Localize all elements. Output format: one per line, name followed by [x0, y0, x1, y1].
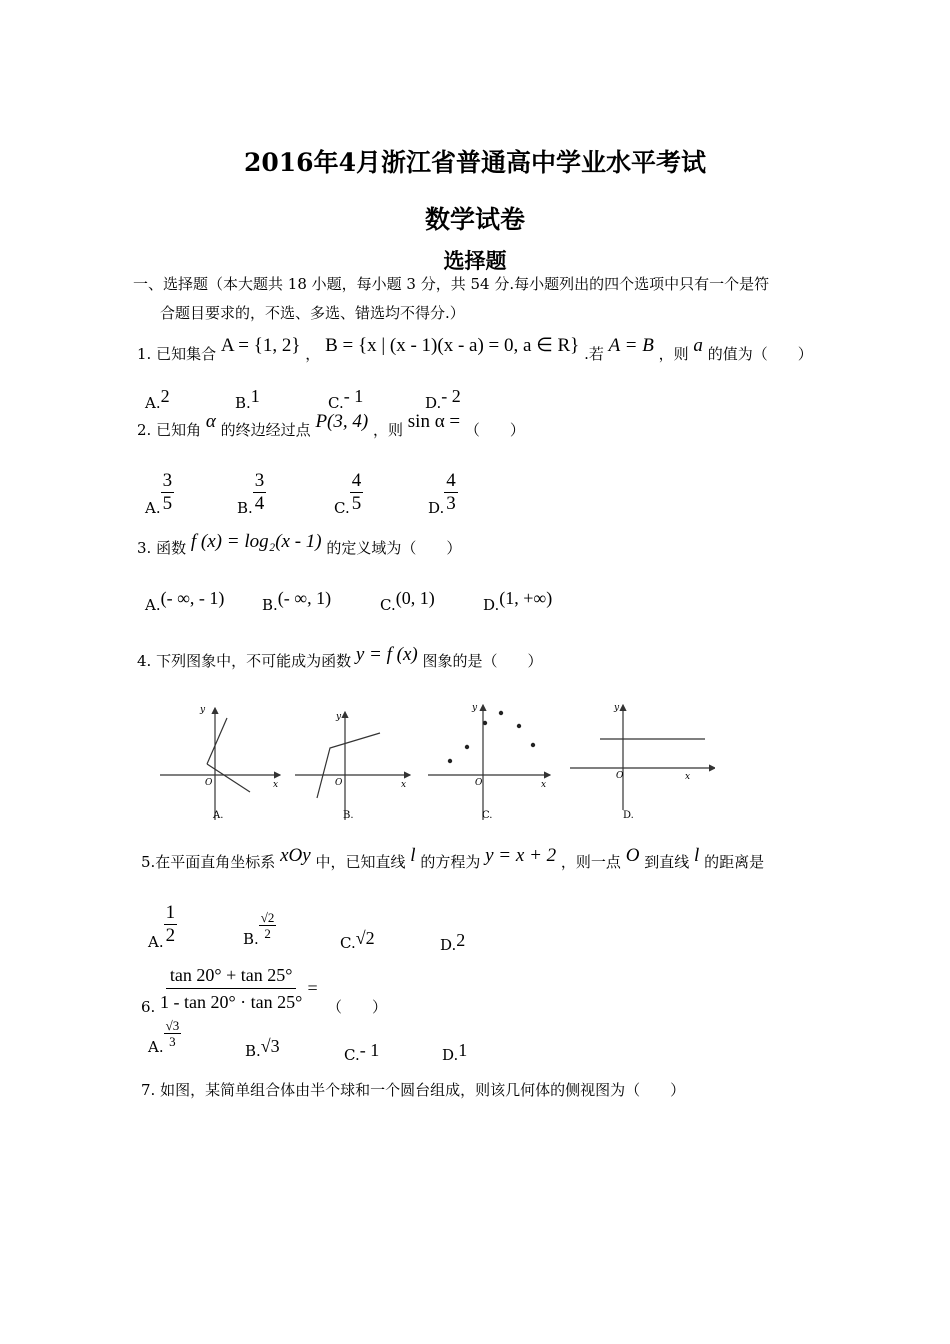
- q5-option-a: A. $\frac{1}{2}$: [148, 902, 176, 951]
- graph-a: [160, 708, 280, 820]
- q5-mid4: 到直线: [644, 853, 690, 871]
- q2-option-a: A. $\frac{3}{5}$: [145, 470, 173, 517]
- q5-suffix: 的距离是: [704, 853, 765, 871]
- q1-condition: A = B: [608, 335, 654, 356]
- q5-equation: y = x + 2: [485, 845, 557, 866]
- question-3: [137, 531, 462, 557]
- q2-option-d: D. $\frac{4}{3}$: [428, 470, 456, 517]
- q2-expr: sin α =: [407, 411, 461, 432]
- graph-b-label: B.: [343, 810, 354, 821]
- question-4: [137, 644, 543, 670]
- q1-option-c: C.- 1: [328, 386, 364, 412]
- graph-d: [570, 705, 715, 810]
- q1-mid: .若: [584, 345, 604, 363]
- q6-option-a: A. $\frac{√3}{3}$: [148, 1018, 180, 1056]
- graph-b-origin: O: [335, 778, 343, 788]
- q1-prefix: 1. 已知集合: [137, 345, 217, 363]
- q1-set-a: A = {1, 2}: [220, 335, 301, 356]
- graph-a-x-label: x: [273, 780, 279, 790]
- q1-set-b: B = {x | (x - 1)(x - a) = 0, a ∈ R}: [325, 335, 580, 356]
- q1-option-d: D.- 2: [425, 386, 461, 412]
- q2-suffix: （ ）: [464, 421, 525, 439]
- graph-a-origin: O: [205, 778, 213, 788]
- q1-sep: ，: [305, 345, 321, 363]
- q2-option-c: C. $\frac{4}{5}$: [334, 470, 362, 517]
- q4-prefix: 4. 下列图象中，不可能成为函数: [137, 652, 352, 670]
- q6-prefix: 6.: [141, 998, 156, 1016]
- q3-option-a: A.(- ∞, - 1): [145, 588, 225, 614]
- q4-func: y = f (x): [355, 644, 418, 665]
- section-heading: 选择题: [443, 248, 507, 273]
- q6-option-c: C.- 1: [344, 1040, 380, 1064]
- q6-option-b: B.√3: [245, 1036, 280, 1060]
- graph-b-y-label: y: [336, 712, 342, 722]
- q2-mid2: ，则: [372, 421, 403, 439]
- page-subtitle: 数学试卷: [424, 205, 525, 234]
- q6-equals: =: [307, 978, 318, 998]
- q1-var: a: [693, 335, 703, 356]
- question-1: [137, 335, 813, 363]
- q5-option-d: D.2: [440, 930, 466, 954]
- question-2: [137, 411, 525, 439]
- q2-var: α: [205, 411, 216, 432]
- q6-numerator: tan 20° + tan 25°: [166, 962, 297, 989]
- q6-suffix: （ ）: [327, 998, 388, 1016]
- question-7: 7. 如图，某简单组合体由半个球和一个圆台组成，则该几何体的侧视图为（ ）: [141, 1081, 686, 1099]
- graph-c-origin: O: [475, 778, 483, 788]
- graph-d-label: D.: [623, 810, 634, 821]
- instructions-line-2: 合题目要求的，不选、多选、错选均不得分.）: [160, 304, 465, 322]
- graph-c: [428, 705, 550, 820]
- q5-mid: 中，已知直线: [315, 853, 406, 871]
- graph-c-label: C.: [482, 810, 493, 821]
- q3-option-d: D.(1, +∞): [483, 588, 553, 614]
- page-title: 2016年4月浙江省普通高中学业水平考试: [244, 148, 706, 177]
- graph-c-x-label: x: [541, 780, 547, 790]
- graph-d-y-label: y: [614, 703, 620, 713]
- q5-option-c: C.√2: [340, 928, 375, 952]
- graph-b: [295, 712, 410, 820]
- q2-point: P(3, 4): [315, 411, 369, 432]
- q2-mid: 的终边经过点: [220, 421, 311, 439]
- q1-option-a: A.2: [145, 386, 170, 412]
- instructions-line-1: 一、选择题（本大题共 18 小题，每小题 3 分，共 54 分.每小题列出的四个选项中只有一个是符: [133, 275, 770, 293]
- q3-prefix: 3. 函数: [137, 539, 187, 557]
- q5-line-2: l: [694, 845, 700, 866]
- q5-mid3: ，则一点: [560, 853, 621, 871]
- graph-d-x-label: x: [685, 772, 691, 782]
- q2-prefix: 2. 已知角: [137, 421, 202, 439]
- q6-expression: [160, 962, 318, 1015]
- graph-a-y-label: y: [200, 705, 206, 715]
- q5-prefix: 5.在平面直角坐标系: [141, 853, 276, 871]
- q1-mid2: ，则: [658, 345, 689, 363]
- q3-option-c: C.(0, 1): [380, 588, 435, 614]
- graph-b-x-label: x: [401, 780, 407, 790]
- graph-c-y-label: y: [472, 703, 478, 713]
- q6-option-d: D.1: [442, 1040, 468, 1064]
- q4-suffix: 图象的是（ ）: [422, 652, 543, 670]
- q5-mid2: 的方程为: [420, 853, 481, 871]
- question-5: [141, 845, 765, 871]
- q5-line: l: [410, 845, 416, 866]
- q5-point: O: [625, 845, 640, 866]
- q6-denominator: 1 - tan 20° · tan 25°: [160, 992, 303, 1012]
- graph-d-origin: O: [616, 771, 624, 781]
- q5-option-b: B. $\frac{√2}{2}$: [243, 910, 275, 948]
- q1-suffix: 的值为（ ）: [707, 345, 813, 363]
- q3-option-b: B.(- ∞, 1): [262, 588, 332, 614]
- q3-func: f (x) = log₂(x - 1): [190, 531, 322, 552]
- q1-option-b: B.1: [235, 386, 260, 412]
- q3-suffix: 的定义域为（ ）: [326, 539, 462, 557]
- q2-option-b: B. $\frac{3}{4}$: [237, 470, 265, 517]
- q5-coordinate-system: xOy: [280, 845, 311, 866]
- graph-a-label: A.: [213, 810, 224, 821]
